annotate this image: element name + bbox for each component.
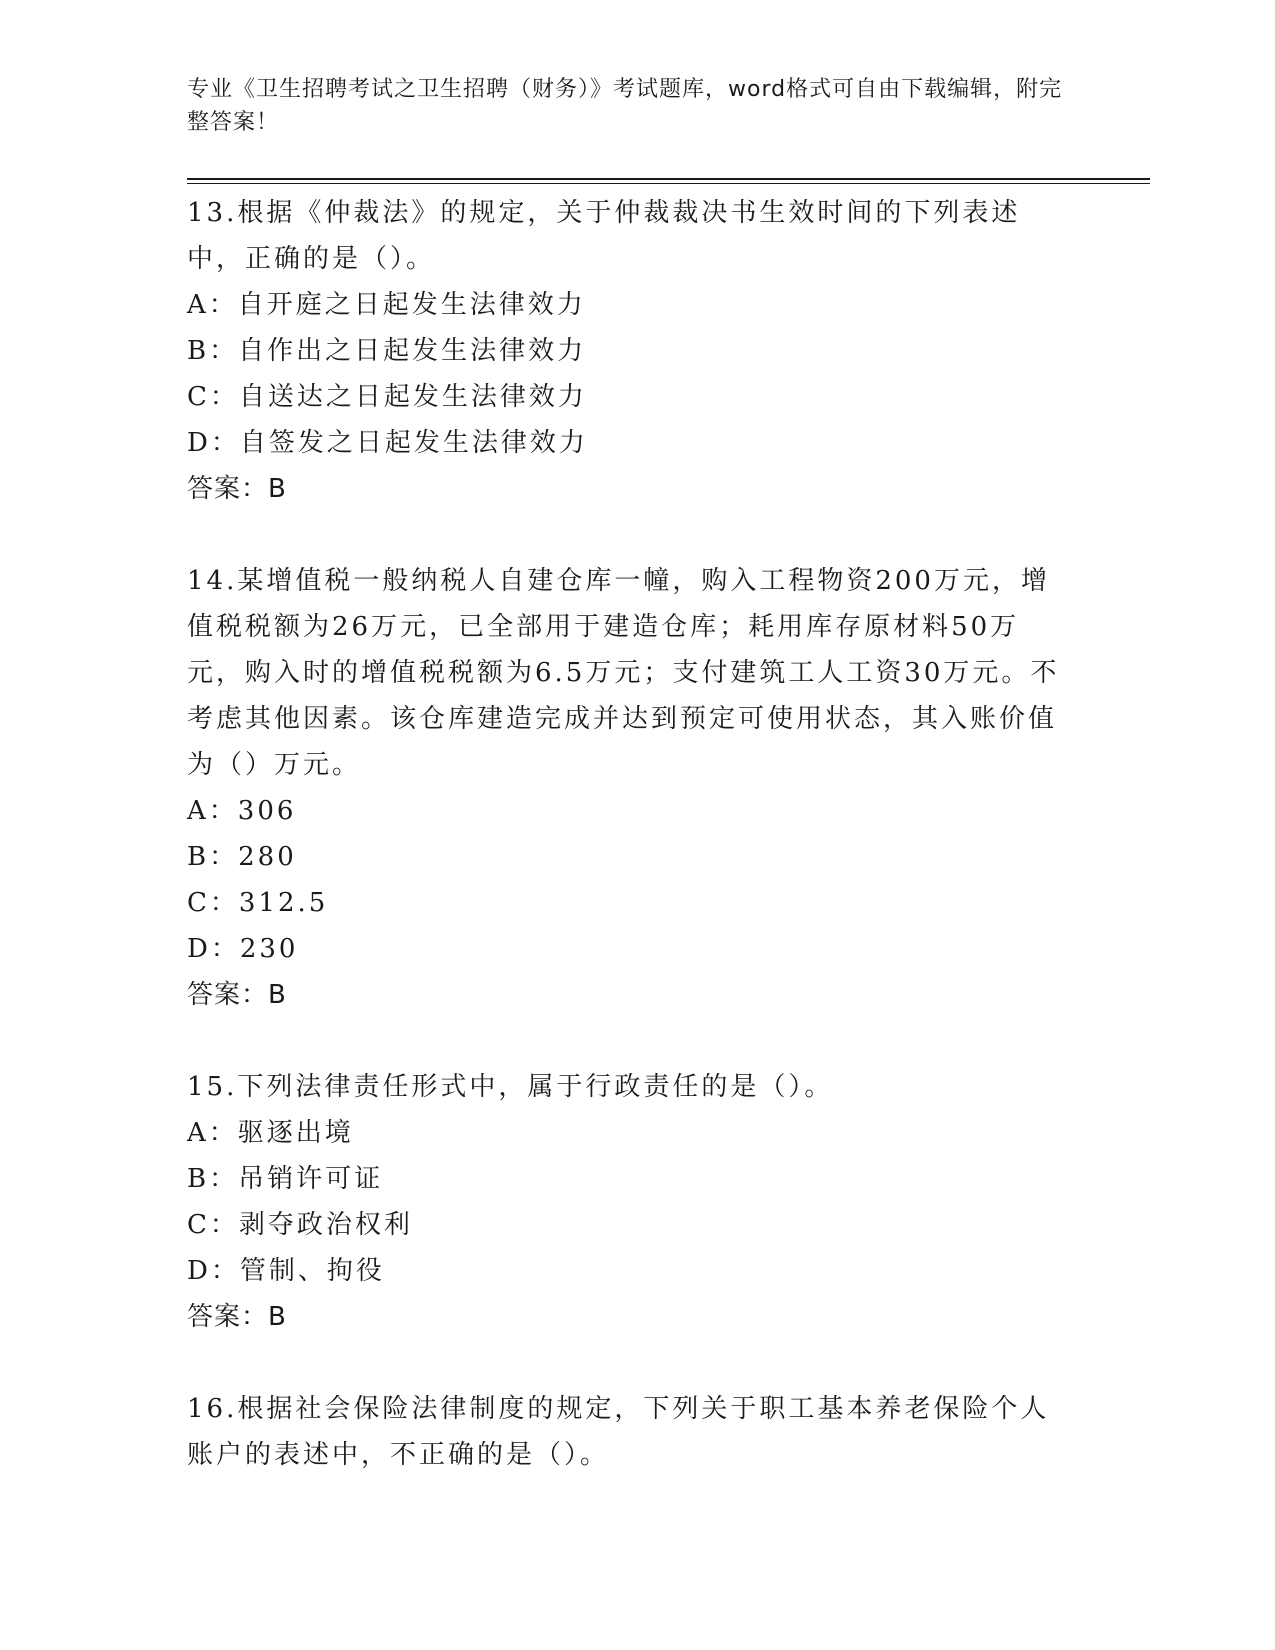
option-d: D：自签发之日起发生法律效力 bbox=[187, 428, 588, 458]
option-a: A：自开庭之日起发生法律效力 bbox=[187, 290, 586, 320]
question-15 bbox=[187, 1064, 1067, 1340]
option-b: B：吊销许可证 bbox=[187, 1164, 384, 1194]
question-list bbox=[187, 190, 1067, 1478]
question-spacer bbox=[187, 512, 1067, 558]
option-b: B：自作出之日起发生法律效力 bbox=[187, 336, 587, 366]
question-text: 15.下列法律责任形式中，属于行政责任的是（）。 bbox=[187, 1072, 834, 1102]
option-a: A：306 bbox=[187, 796, 297, 826]
question-text: 16.根据社会保险法律制度的规定，下列关于职工基本养老保险个人账户的表述中，不正确的是（）。 bbox=[187, 1394, 1050, 1470]
option-b: B：280 bbox=[187, 842, 297, 872]
option-d: D：管制、拘役 bbox=[187, 1256, 385, 1286]
header-divider-thin bbox=[187, 183, 1150, 184]
header-divider-thick bbox=[187, 178, 1150, 180]
answer-line: 答案：B bbox=[187, 474, 287, 504]
question-spacer bbox=[187, 1018, 1067, 1064]
option-c: C：剥夺政治权利 bbox=[187, 1210, 413, 1240]
question-13 bbox=[187, 190, 1067, 512]
question-text: 14.某增值税一般纳税人自建仓库一幢，购入工程物资200万元，增值税税额为26万元，已全部用于建造仓库；耗用库存原材料50万元，购入时的增值税税额为6.5万元；支付建筑工人工资30万元。不考虑其他因素。该仓库建造完成并达到预定可使用状态，其入账价值为（）万元。 bbox=[187, 566, 1060, 780]
option-c: C：自送达之日起发生法律效力 bbox=[187, 382, 587, 412]
answer-line: 答案：B bbox=[187, 1302, 287, 1332]
question-spacer bbox=[187, 1340, 1067, 1386]
question-text: 13.根据《仲裁法》的规定，关于仲裁裁决书生效时间的下列表述中，正确的是（）。 bbox=[187, 198, 1021, 274]
question-14 bbox=[187, 558, 1067, 1018]
option-c: C：312.5 bbox=[187, 888, 329, 918]
option-d: D：230 bbox=[187, 934, 299, 964]
document-header: 专业《卫生招聘考试之卫生招聘（财务）》考试题库，word格式可自由下载编辑，附完整答案！ bbox=[187, 77, 1063, 135]
answer-line: 答案：B bbox=[187, 980, 287, 1010]
question-16 bbox=[187, 1386, 1067, 1478]
option-a: A：驱逐出境 bbox=[187, 1118, 354, 1148]
